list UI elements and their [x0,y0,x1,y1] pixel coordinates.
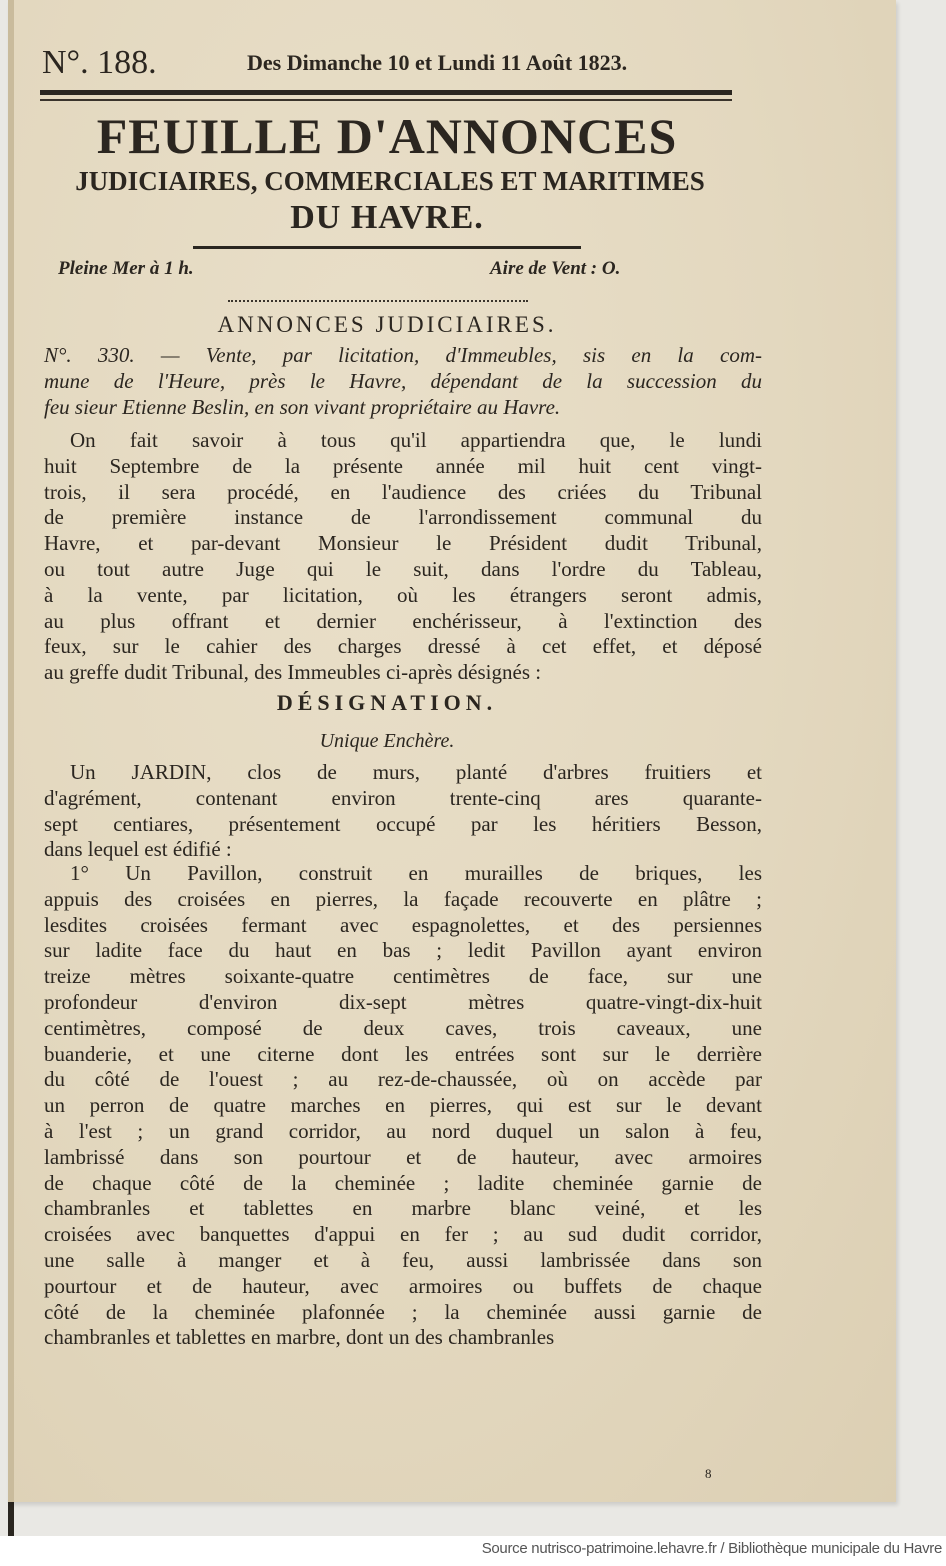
source-credit: Source nutrisco-patrimoine.lehavre.fr / Bibliothèque municipale du Havre [481,1540,942,1557]
folio-mark: 8 [705,1466,712,1481]
text-line: Havre, et par-devant Monsieur le Président dudit Tribunal, [44,531,762,556]
text-line: feu sieur Etienne Beslin, en son vivant propriétaire au Havre. [44,394,561,419]
issue-number: N°. 188. [42,44,157,81]
text-line: au plus offrant et dernier enchérisseur, à l'extinction des [44,608,762,633]
text-line: chambranles et tablettes en marbre blanc veiné, et les [44,1196,762,1221]
text-line: dans lequel est édifié : [44,837,232,862]
text-line: N°. 330. — Vente, par licitation, d'Immeubles, sis en la com- [44,343,762,367]
issue-date: Des Dimanche 10 et Lundi 11 Août 1823. [247,50,628,75]
paragraph-pavilion [44,861,762,1351]
text-line: pourtour et de hauteur, avec armoires ou buffets de chaque [44,1273,762,1298]
newspaper-subtitle-city: DU HAVRE. [290,199,484,236]
title-rule [193,246,581,249]
text-line: croisées avec banquettes d'appui en fer ; au sud dudit corridor, [44,1222,762,1247]
text-line: mune de l'Heure, près le Havre, dépendant de la succession du [44,368,762,393]
text-line: lesdites croisées fermant avec espagnolettes, et des persiennes [44,912,762,937]
notice-intro [44,343,762,420]
text-line: sept centiares, présentement occupé par les héritiers Besson, [44,811,762,836]
text-line: une salle à manger et à feu, aussi lambrissée dans son [44,1247,762,1272]
text-line: à l'est ; un grand corridor, au nord duquel un salon à feu, [44,1118,762,1143]
wind-info: Aire de Vent : O. [490,258,621,279]
text-line: feux, sur le cahier des charges dressé à cet effet, et déposé [44,634,762,659]
paragraph-garden [44,760,762,863]
thick-rule [40,90,732,95]
text-line: ou tout autre Juge qui le suit, dans l'ordre du Tableau, [44,556,762,581]
designation-subtitle: Unique Enchère. [319,730,455,752]
text-line: lambrissé dans son pourtour et de hauteur, avec armoires [44,1144,762,1169]
text-line: 1° Un Pavillon, construit en murailles de briques, les [70,861,762,885]
text-line: sur ladite face du haut en bas ; ledit Pavillon ayant environ [44,938,762,963]
text-line: côté de la cheminée plafonnée ; la cheminée aussi garnie de [44,1299,762,1324]
tide-info: Pleine Mer à 1 h. [58,258,194,279]
text-line: du côté de l'ouest ; au rez-de-chaussée, où on accède par [44,1067,762,1092]
section-title: ANNONCES JUDICIAIRES. [217,312,557,337]
masthead-header [42,44,732,84]
text-line: buanderie, et une citerne dont les entrées sont sur le derrière [44,1041,762,1066]
text-line: de première instance de l'arrondissement communal du [44,505,762,530]
text-line: un perron de quatre marches en pierres, qui est sur le devant [44,1093,762,1118]
text-line: à la vente, par licitation, où les étrangers seront admis, [44,582,762,607]
text-line: treize mètres soixante-quatre centimètres de face, sur une [44,964,762,989]
text-line: Un JARDIN, clos de murs, planté d'arbres fruitiers et [70,760,762,784]
text-line: d'agrément, contenant environ trente-cinq ares quarante- [44,785,762,810]
text-line: appuis des croisées en pierres, la façade recouverte en plâtre ; [44,886,762,911]
text-line: au greffe dudit Tribunal, des Immeubles ci-après désignés : [44,660,542,685]
paragraph-announcement [44,428,762,686]
designation-title: DÉSIGNATION. [276,690,498,715]
text-line: centimètres, composé de deux caves, trois caveaux, une [44,1015,762,1040]
text-line: trois, il sera procédé, en l'audience des criées du Tribunal [44,479,762,504]
ornamental-rule [228,294,528,302]
text-line: On fait savoir à tous qu'il appartiendra que, le lundi [70,428,762,452]
newspaper-title: FEUILLE D'ANNONCES [96,108,678,164]
text-line: profondeur d'environ dix-sept mètres quatre-vingt-dix-huit [44,989,762,1014]
text-line: chambranles et tablettes en marbre, dont un des chambranles [44,1325,555,1350]
thin-rule [40,99,732,101]
text-line: de chaque côté de la cheminée ; ladite cheminée garnie de [44,1170,762,1195]
text-line: huit Septembre de la présente année mil huit cent vingt- [44,453,762,478]
newspaper-subtitle: JUDICIAIRES, COMMERCIALES ET MARITIMES [75,166,705,196]
